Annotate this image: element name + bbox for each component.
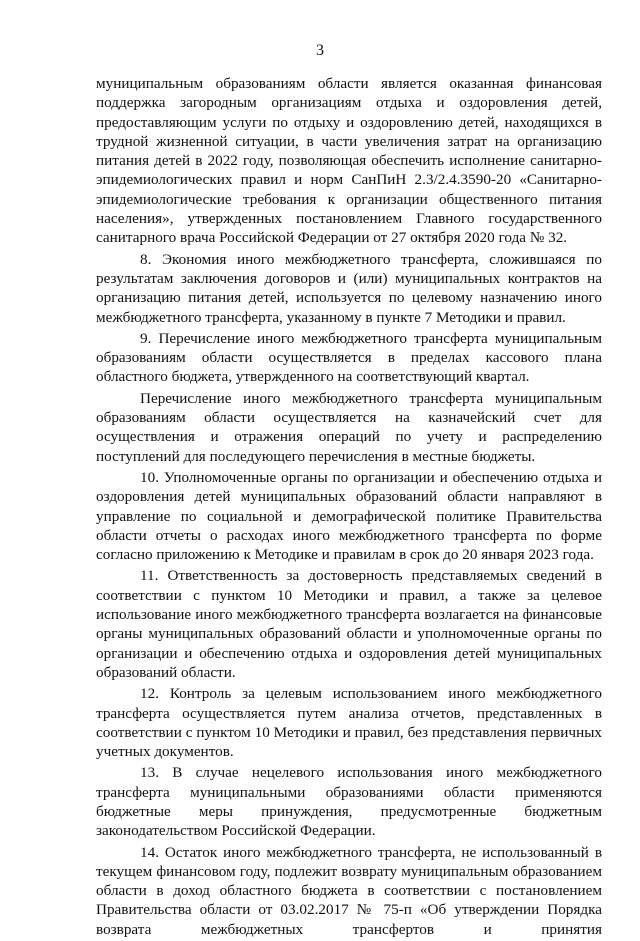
paragraph-8: 8. Экономия иного межбюджетного трансферта, сложившаяся по результатам заключения договоров и (или) муниципальных контрактов на организацию питания детей, используется по целевому назначению иного межбюджетного трансферта, указанному в пункте 7 Методики и правил.: [96, 250, 602, 326]
paragraph-9-transfer: Перечисление иного межбюджетного трансферта муниципальным образованиям области осуществляется на казначейский счет для осуществления и отражения операций по учету и распределению поступлений для последующего перечисления в местные бюджеты.: [96, 389, 602, 465]
document-body: [96, 74, 602, 941]
paragraph-9: 9. Перечисление иного межбюджетного трансферта муниципальным образованиям области осуществляется в пределах кассового плана областного бюджета, утвержденного на соответствующий квартал.: [96, 329, 602, 386]
paragraph-13: 13. В случае нецелевого использования иного межбюджетного трансферта муниципальными образованиями области применяются бюджетные меры принуждения, предусмотренные бюджетным законодательством Российской Федерации.: [96, 764, 602, 840]
paragraph-11: 11. Ответственность за достоверность представляемых сведений в соответствии с пунктом 10 Методики и правил, а также за целевое использование иного межбюджетного трансферта возлагается на финансовые органы муниципальных образований области и уполномоченные органы по организации и обеспечению отдыха и оздоровления детей муниципальных образований области.: [96, 567, 602, 681]
paragraph-12: 12. Контроль за целевым использованием иного межбюджетного трансферта осуществляется путем анализа отчетов, представленных в соответствии с пунктом 10 Методики и правил, без представления первичных учетных документов.: [96, 685, 602, 761]
paragraph-10: 10. Уполномоченные органы по организации и обеспечению отдыха и оздоровления детей муниципальных образований области направляют в управление по социальной и демографической политике Правительства области отчеты о расходах иного межбюджетного трансферта по форме согласно приложению к Методике и правилам в срок до 20 января 2023 года.: [96, 468, 602, 564]
page-number: 3: [316, 42, 324, 59]
paragraph-continuation: муниципальным образованиям области является оказанная финансовая поддержка загородным организациям отдыха и оздоровления детей, предоставляющим услуги по отдыху и оздоровлению детей, находящихся в трудной жизненной ситуации, в части увеличения затрат на организацию питания детей в 2022 году, позволяющая обеспечить исполнение санитарно-эпидемиологических правил и норм СанПиН 2.3/2.4.3590-20 «Санитарно-эпидемиологические требования к организации общественного питания населения», утвержденных постановлением Главного государственного санитарного врача Российской Федерации от 27 октября 2020 года № 32.: [96, 75, 602, 247]
paragraph-14: 14. Остаток иного межбюджетного трансферта, не использованный в текущем финансовом году, подлежит возврату муниципальным образованием области в доход областного бюджета в соответствии с постановлением Правительства области от 03.02.2017 № 75-п «Об утверждении Порядка возврата межбюджетных трансфертов и принятия: [96, 843, 602, 938]
